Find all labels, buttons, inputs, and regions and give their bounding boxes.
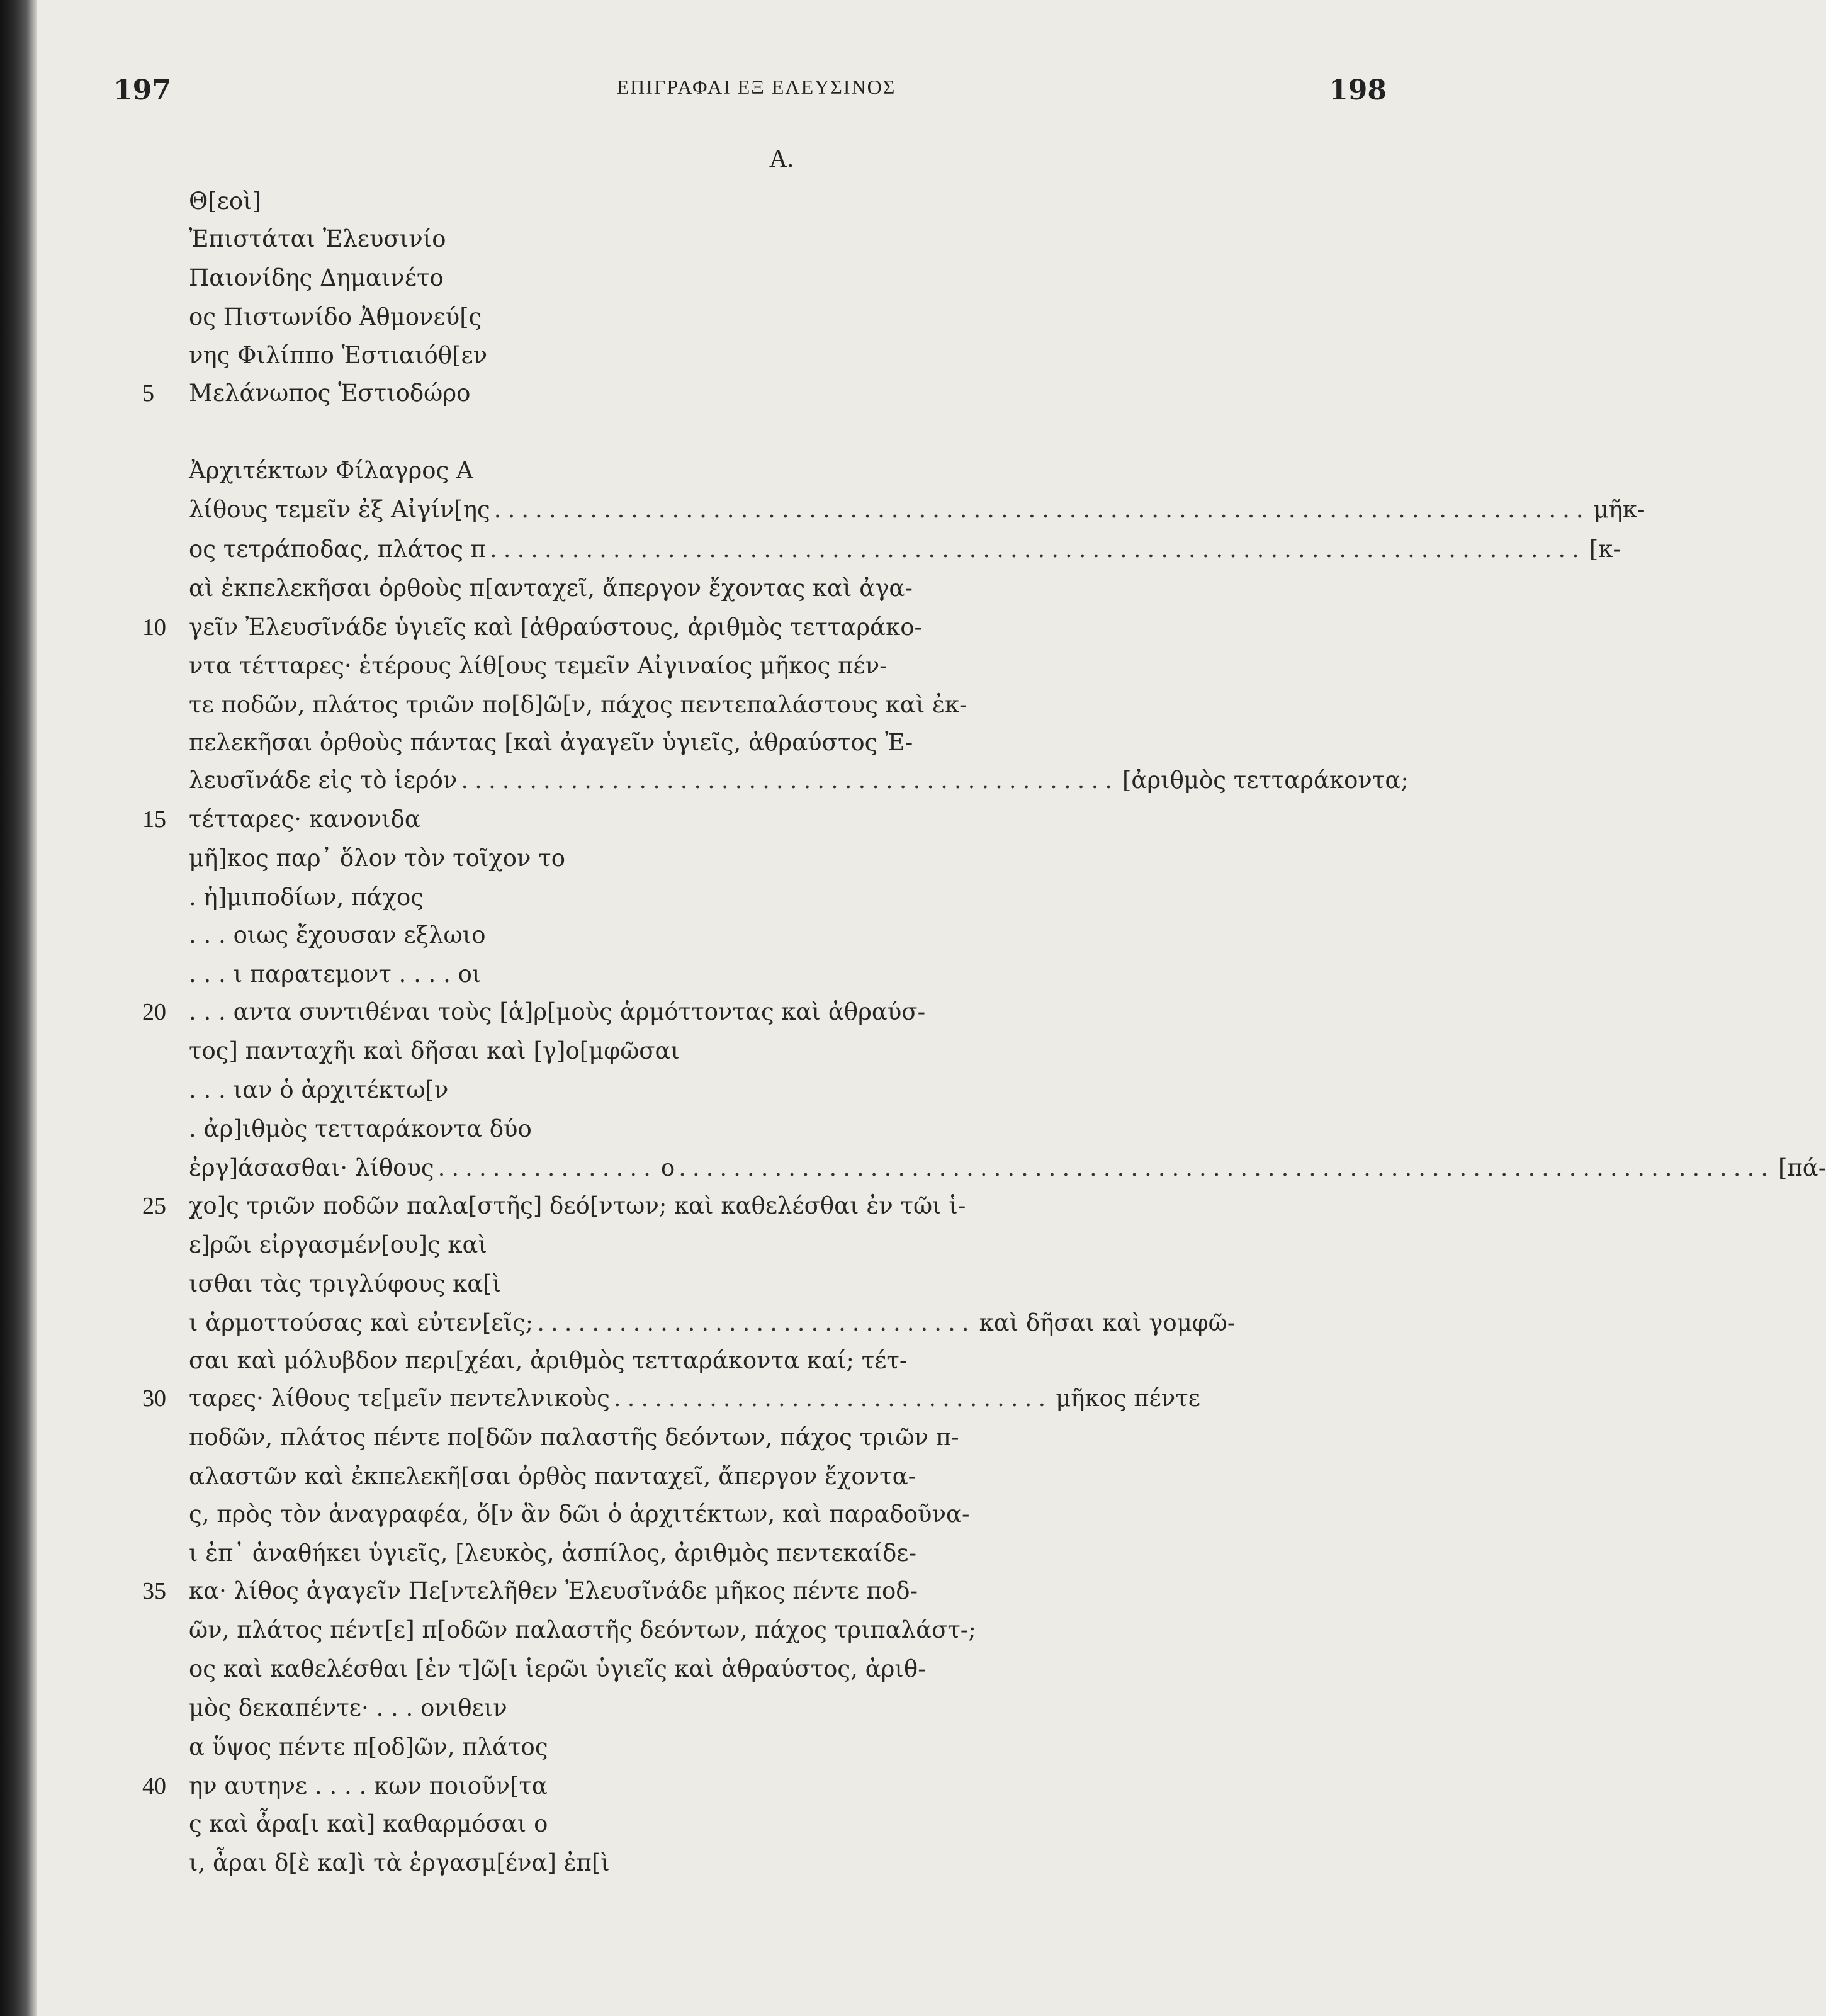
- dot-leader: ................................: [613, 1385, 1052, 1412]
- text-line: ι, ἆραι δ[ὲ κα]ὶ τὰ ἐργασμ[ένα] ἐπ[ὶ: [189, 1849, 610, 1876]
- line-number: 15: [142, 806, 166, 833]
- text-line: Ἐπιστάται Ἐλευσινίο: [189, 225, 446, 252]
- dot-leader: ................................................: [461, 767, 1119, 794]
- text-line: [189, 1149, 1826, 1187]
- text-line: [189, 1304, 1236, 1342]
- text-line: α ὕψος πέντε π[οδ]ῶν, πλάτος: [189, 1733, 548, 1760]
- text-segment: ος τετράποδας, πλάτος π: [189, 536, 487, 563]
- section-heading: A.: [769, 144, 794, 172]
- text-line: . . . οιως ἔχουσαν εξλωιο: [189, 921, 486, 949]
- text-line: σαι καὶ μόλυβδον περι[χέαι, ἀριθμὸς τετταράκοντα καί; τέτ-: [189, 1347, 908, 1374]
- dot-leader: ................................................................................: [679, 1154, 1775, 1181]
- text-segment: μῆκος πέντε: [1056, 1385, 1200, 1412]
- text-segment: [κ-: [1589, 536, 1621, 563]
- text-line: μὸς δεκαπέντε· . . . ονιθειν: [189, 1694, 507, 1721]
- text-line: [189, 762, 1409, 799]
- page-number-left: 197: [113, 74, 171, 106]
- text-line: τος] πανταχῆι καὶ δῆσαι καὶ [γ]ο[μφῶσαι: [189, 1037, 680, 1064]
- line-number: 40: [142, 1773, 166, 1799]
- text-segment: λευσῖνάδε εἰς τὸ ἱερόν: [189, 767, 458, 794]
- text-line: [189, 1380, 1200, 1417]
- text-line: ῶν, πλάτος πέντ[ε] π[οδῶν παλαστῆς δεόντων, πάχος τριπαλάστ-;: [189, 1616, 976, 1643]
- line-number: 35: [142, 1578, 166, 1604]
- book-spine-shadow: [0, 0, 37, 2016]
- text-line: ς καὶ ἆρα[ι καὶ] καθαρμόσαι ο: [189, 1810, 548, 1837]
- text-line: Θ[εοὶ]: [189, 188, 262, 215]
- text-line: ην αυτηνε . . . . κων ποιοῦν[τα: [189, 1772, 548, 1799]
- page-number-right: 198: [1329, 74, 1387, 106]
- text-segment: ἐργ]άσασθαι· λίθους: [189, 1154, 434, 1181]
- line-number: 5: [142, 380, 154, 407]
- line-number: 20: [142, 999, 166, 1025]
- text-line: χο]ς τριῶν ποδῶν παλα[στῆς] δεό[ντων; καὶ καθελέσθαι ἐν τῶι ἱ-: [189, 1192, 966, 1219]
- running-title: ΕΠΙΓΡΑΦΑΙ ΕΞ ΕΛΕΥΣΙΝΟΣ: [616, 76, 896, 98]
- text-segment: [πά-: [1778, 1154, 1826, 1181]
- dot-leader: ................: [437, 1154, 657, 1181]
- dot-leader: ................................................................................: [490, 536, 1586, 563]
- text-segment: ι ἁρμοττούσας καὶ εὐτεν[εῖς;: [189, 1309, 534, 1336]
- dot-leader: ................................: [537, 1309, 976, 1336]
- text-line: ντα τέτταρες· ἑτέρους λίθ[ους τεμεῖν Αἰγιναίος μῆκος πέν-: [189, 652, 888, 679]
- text-segment: [ἀριθμὸς τετταράκοντα;: [1122, 767, 1409, 794]
- text-line: [189, 531, 1621, 568]
- text-segment: ταρες· λίθους τε[μεῖν πεντελνικοὺς: [189, 1385, 610, 1412]
- text-line: γεῖν Ἐλευσῖνάδε ὑγιεῖς καὶ [ἀθραύστους, ἀριθμὸς τετταράκο-: [189, 614, 923, 641]
- text-line: αλαστῶν καὶ ἐκπελεκῆ[σαι ὀρθὸς πανταχεῖ, ἄπεργον ἔχοντα-: [189, 1463, 916, 1490]
- text-line: ε]ρῶι εἰργασμέν[ου]ς καὶ: [189, 1231, 488, 1258]
- dot-leader: ................................................................................: [493, 496, 1590, 523]
- line-number: 30: [142, 1385, 166, 1412]
- text-line: Μελάνωπος Ἑστιοδώρο: [189, 380, 471, 407]
- text-line: . . . αντα συντιθέναι τοὺς [ἁ]ρ[μοὺς ἁρμόττοντας καὶ ἀθραύσ-: [189, 998, 926, 1025]
- text-line: αὶ ἐκπελεκῆσαι ὀρθοὺς π[ανταχεῖ, ἄπεργον ἔχοντας καὶ ἀγα-: [189, 575, 913, 602]
- text-segment: καὶ δῆσαι καὶ γομφῶ-: [979, 1309, 1236, 1336]
- text-line: κα· λίθος ἀγαγεῖν Πε[ντελῆθεν Ἐλευσῖνάδε μῆκος πέντε ποδ-: [189, 1577, 918, 1604]
- text-line: μῆ]κος παρ᾽ ὅλον τὸν τοῖχον το: [189, 845, 566, 872]
- text-segment: μῆκ-: [1593, 496, 1645, 523]
- text-line: Παιονίδης Δημαινέτο: [189, 264, 444, 291]
- text-line: ος καὶ καθελέσθαι [ἐν τ]ῶ[ι ἱερῶι ὑγιεῖς καὶ ἀθραύστος, ἀριθ-: [189, 1655, 926, 1682]
- text-segment: λίθους τεμεῖν ἐξ Αἰγίν[ης: [189, 496, 490, 523]
- text-line: πελεκῆσαι ὀρθοὺς πάντας [καὶ ἀγαγεῖν ὑγιεῖς, ἀθραύστος Ἐ-: [189, 729, 913, 756]
- text-segment: ο: [660, 1154, 675, 1181]
- text-line: ι ἐπ᾽ ἀναθήκει ὑγιεῖς, [λευκὸς, ἀσπίλος, ἀριθμὸς πεντεκαίδε-: [189, 1540, 916, 1567]
- line-number: 10: [142, 614, 166, 641]
- text-line: ος Πιστωνίδο Ἀθμονεύ[ς: [189, 303, 482, 330]
- text-line: [189, 491, 1645, 529]
- line-number: 25: [142, 1193, 166, 1219]
- text-line: τε ποδῶν, πλάτος τριῶν πο[δ]ῶ[ν, πάχος πεντεπαλάστους καὶ ἐκ-: [189, 691, 967, 718]
- text-line: νης Φιλίππο Ἑστιαιόθ[εν: [189, 342, 488, 369]
- text-line: . ἡ]μιποδίων, πάχος: [189, 884, 424, 911]
- text-line: . ἀρ]ιθμὸς τετταράκοντα δύο: [189, 1115, 532, 1142]
- text-line: . . . ιαν ὁ ἀρχιτέκτω[ν: [189, 1076, 449, 1103]
- text-line: ς, πρὸς τὸν ἀναγραφέα, ὅ[ν ἂν δῶι ὁ ἀρχιτέκτων, καὶ παραδοῦνα-: [189, 1501, 970, 1528]
- text-line: ποδῶν, πλάτος πέντε πο[δῶν παλαστῆς δεόντων, πάχος τριῶν π-: [189, 1424, 959, 1451]
- text-line: ισθαι τὰς τριγλύφους κα[ὶ: [189, 1270, 502, 1297]
- text-line: τέτταρες· κανονιδα: [189, 806, 420, 833]
- text-line: . . . ι παρατεμοντ . . . . οι: [189, 960, 482, 988]
- text-line: Ἀρχιτέκτων Φίλαγρος Α: [189, 457, 473, 484]
